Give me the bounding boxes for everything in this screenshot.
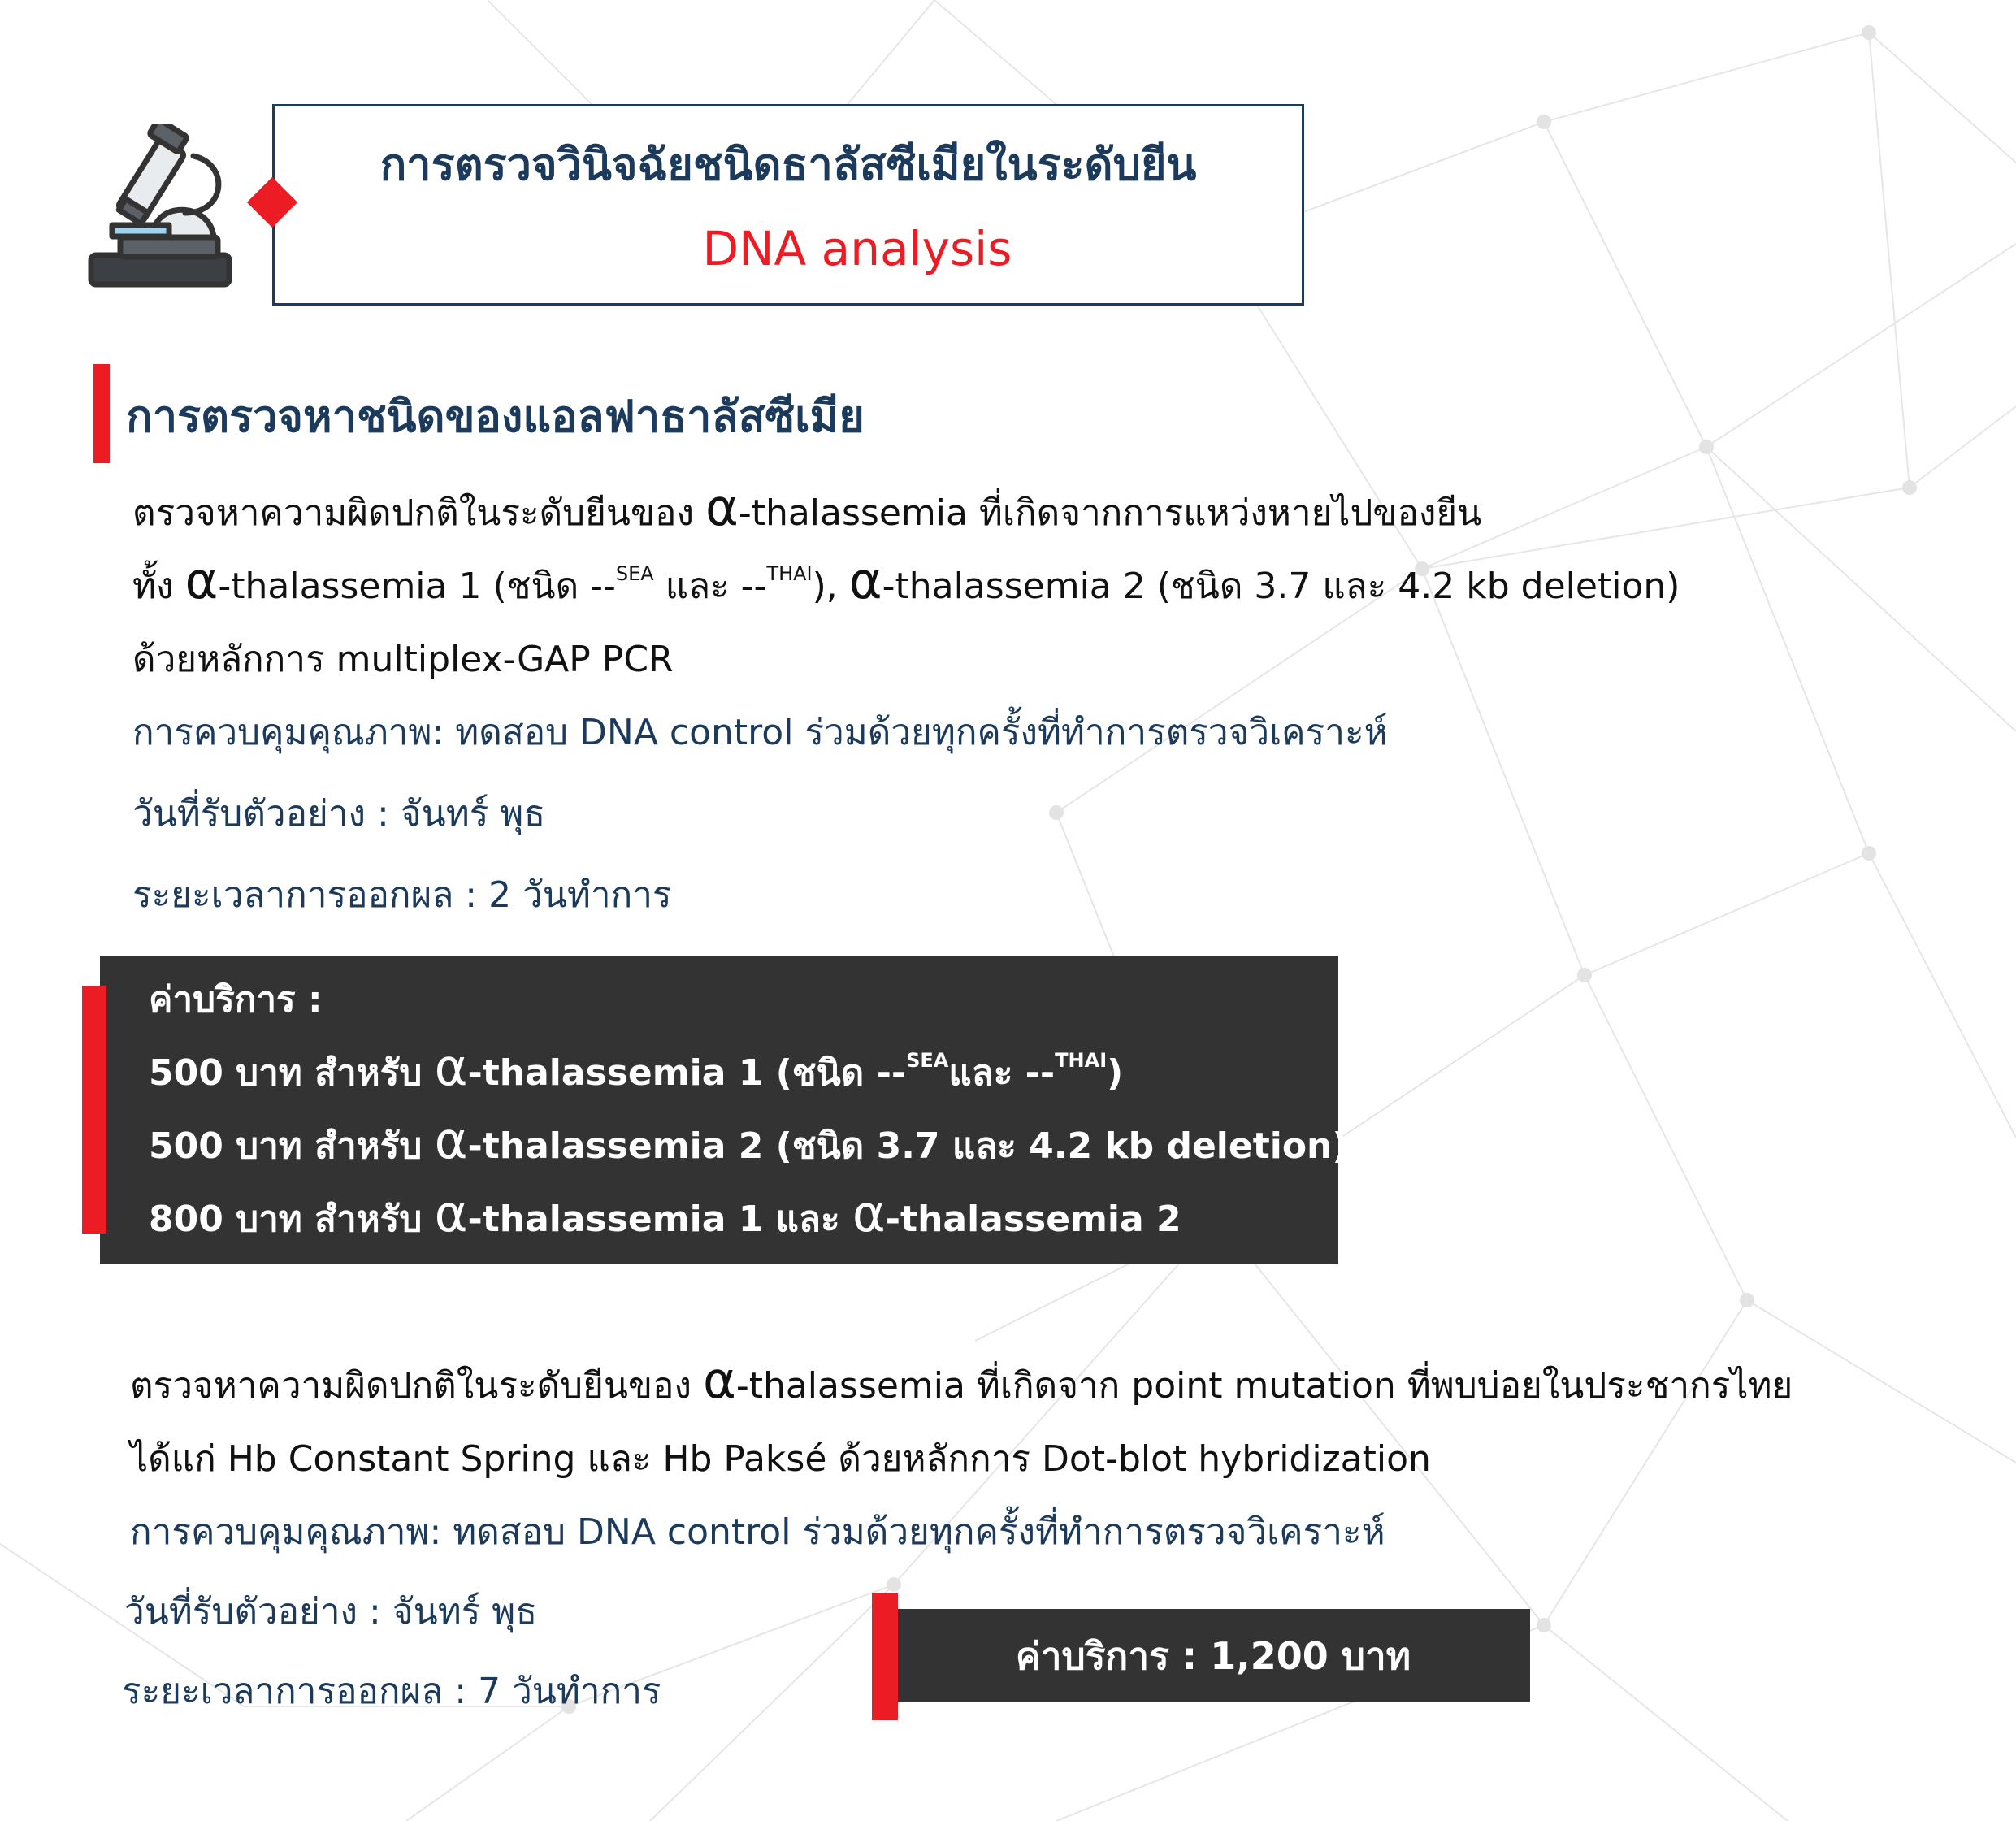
test1-line3: ด้วยหลักการ multiplex-GAP PCR — [132, 639, 674, 680]
test2-receive-days: วันที่รับตัวอย่าง : จันทร์ พุธ — [124, 1591, 538, 1632]
test1-line2-c: และ -- — [653, 566, 767, 607]
alpha-symbol: α — [434, 1038, 468, 1097]
alpha-symbol: α — [434, 1184, 468, 1243]
test2-line2: ได้แก่ Hb Constant Spring และ Hb Paksé ด้วยหลักการ Dot-blot hybridization — [130, 1438, 1431, 1480]
price-line-2-a: 500 บาท สำหรับ — [149, 1125, 435, 1167]
test1-line2-a: ทั้ง — [132, 566, 185, 607]
price-line-3-a: 800 บาท สำหรับ — [149, 1199, 435, 1240]
test1-line2-e: -thalassemia 2 (ชนิด 3.7 และ 4.2 kb deletion) — [882, 566, 1680, 607]
test2-line1-pre: ตรวจหาความผิดปกติในระดับยีนของ — [130, 1365, 703, 1407]
test2-turnaround: ระยะเวลาการออกผล : 7 วันทำการ — [122, 1671, 661, 1712]
test1-line2-b: -thalassemia 1 (ชนิด -- — [218, 566, 616, 607]
test2-line1-post: -thalassemia ที่เกิดจาก point mutation ที่พบบ่อยในประชากรไทย — [735, 1365, 1793, 1407]
test1-turnaround: ระยะเวลาการออกผล : 2 วันทำการ — [132, 874, 672, 916]
section-accent-bar — [93, 364, 110, 463]
test2-line1 — [130, 1351, 1793, 1410]
price-line-3-b: -thalassemia 1 และ — [467, 1199, 852, 1240]
alpha-symbol: α — [705, 478, 739, 537]
page-title-english: DNA analysis — [702, 221, 1012, 276]
price-box-2-label: ค่าบริการ : 1,200 บาท — [1015, 1634, 1411, 1678]
price-box-1-label: ค่าบริการ : — [149, 979, 323, 1021]
test1-line2 — [132, 551, 1680, 610]
page-title-thai: การตรวจวินิจฉัยชนิดธาลัสซีเมียในระดับยีน — [379, 139, 1197, 190]
alpha-symbol: α — [848, 551, 882, 610]
test2-quality-control: การควบคุมคุณภาพ: ทดสอบ DNA control ร่วมด้วยทุกครั้งที่ทำการตรวจวิเคราะห์ — [130, 1511, 1385, 1553]
sea-superscript: SEA — [906, 1049, 949, 1072]
test1-quality-control: การควบคุมคุณภาพ: ทดสอบ DNA control ร่วมด้วยทุกครั้งที่ทำการตรวจวิเคราะห์ — [132, 712, 1388, 753]
test1-line1 — [132, 478, 1482, 537]
test1-receive-days: วันที่รับตัวอย่าง : จันทร์ พุธ — [132, 793, 546, 835]
price-line-1-a: 500 บาท สำหรับ — [149, 1052, 435, 1094]
section-title: การตรวจหาชนิดของแอลฟาธาลัสซีเมีย — [126, 391, 865, 442]
price-line-1-d: ) — [1107, 1052, 1124, 1094]
alpha-symbol: α — [184, 551, 219, 610]
price-line-3-c: -thalassemia 2 — [885, 1199, 1181, 1240]
price-line-2-b: -thalassemia 2 (ชนิด 3.7 และ 4.2 kb deletion) — [467, 1125, 1349, 1167]
price-box-1-accent — [82, 986, 106, 1234]
alpha-symbol: α — [702, 1351, 736, 1410]
price-box-2-accent — [872, 1593, 898, 1720]
price-line-3 — [149, 1184, 1181, 1243]
price-line-1 — [149, 1038, 1124, 1097]
alpha-symbol: α — [434, 1111, 468, 1170]
price-line-1-b: -thalassemia 1 (ชนิด -- — [467, 1052, 907, 1094]
price-line-1-c: และ -- — [948, 1052, 1056, 1094]
microscope-icon — [88, 124, 234, 294]
test1-line2-d: ), — [812, 566, 849, 607]
sea-superscript: SEA — [615, 562, 654, 585]
test1-line1-post: -thalassemia ที่เกิดจากการแหว่งหายไปของยีน — [738, 492, 1482, 534]
thai-superscript: THAI — [766, 562, 813, 585]
thai-superscript: THAI — [1055, 1049, 1108, 1072]
test1-line1-pre: ตรวจหาความผิดปกติในระดับยีนของ — [132, 492, 705, 534]
alpha-symbol: α — [852, 1184, 886, 1243]
price-line-2 — [149, 1111, 1349, 1170]
